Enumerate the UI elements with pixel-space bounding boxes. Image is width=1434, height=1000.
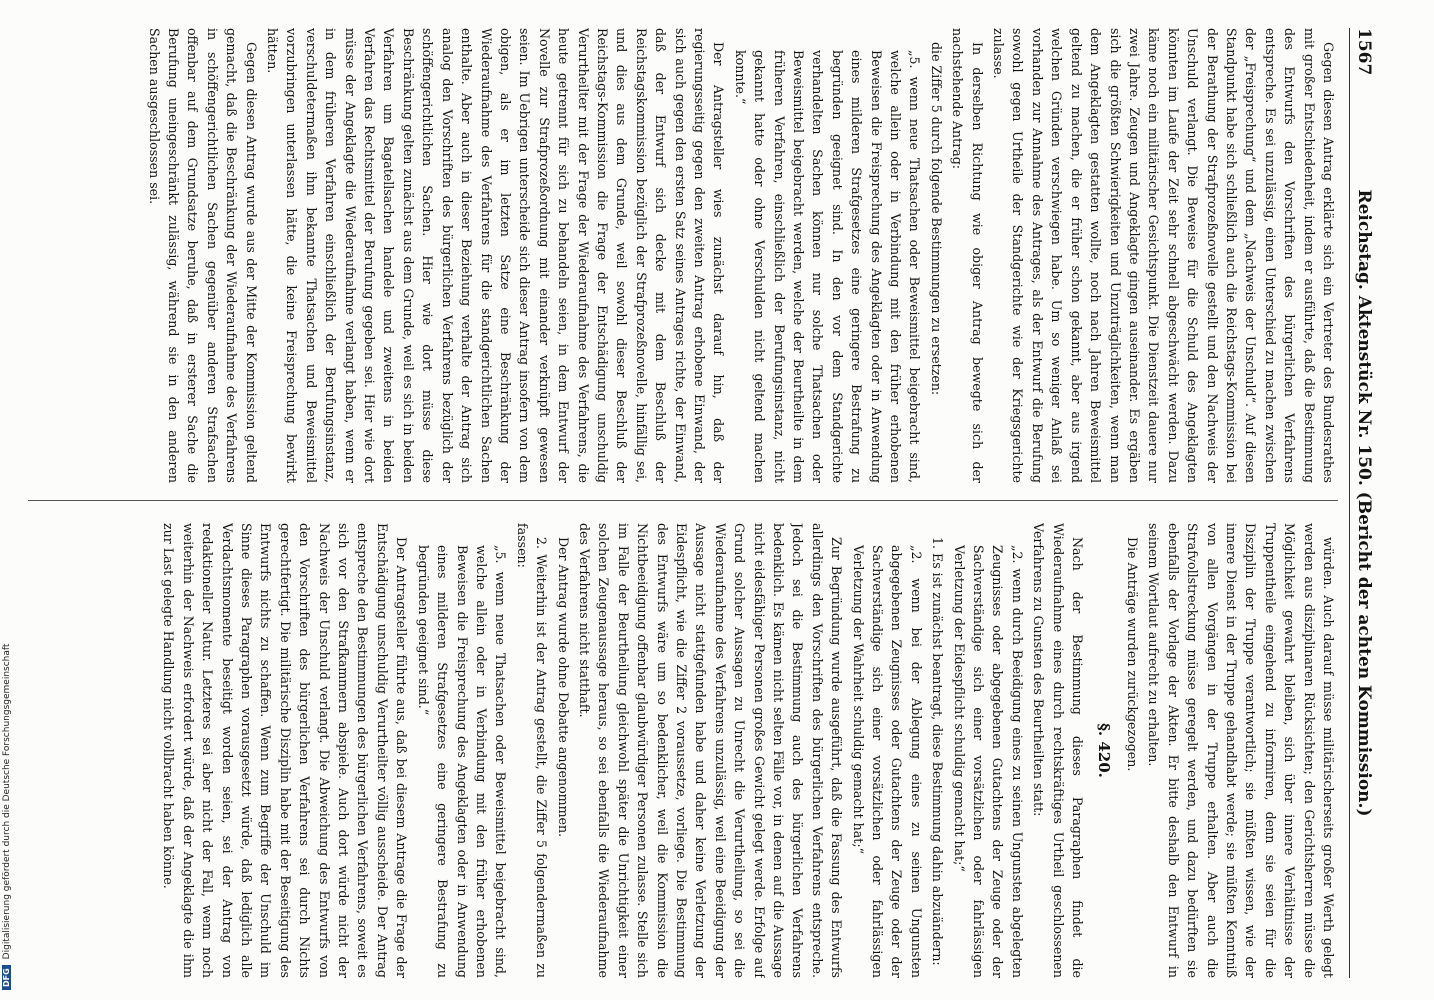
paragraph: Nach der Bestimmung dieses Paragraphen findet die Wiederaufnahme eines durch rechtskräftiges Urtheil geschlossenen Verfahrens zu Gunsten des Beurtheilten statt: — [1031, 523, 1086, 978]
paragraph: Der Antragsteller wies zunächst darauf hin, daß der regierungsseitig gegen den zweiten Antrag erhobene Einwand, der sich auch gegen den ersten Satz seines Antrages richte, der Einwand, daß der Entwurf sich decke mit dem Beschluß der Reichstagskommission bezüglich der Strafprozeßnovelle, hinfällig sei, und dies aus dem Grunde, weil sowohl dieser Beschluß der Reichstags-Kommission die Frage der Entschädigung unschuldig Verurtheilter mit der Frage der Wiederaufnahme des Verfahrens, die heute getrennt für sich zu behandeln seien, in dem Entwurf der Novelle zur Strafprozeßordnung mit einander verknüpft gewesen seien. Im Uebrigen unterscheide sich dieser Antrag insofern von dem obigen, als er im letzten Satze eine Beschränkung der Wiederaufnahme des Verfahrens für die standgerichtlichen Sachen enthalte. Aber auch in dieser Beziehung verhalte der Antrag sich analog den Vorschriften des bürgerlichen Verfahrens bezüglich der schöffengerichtlichen Sachen. Hier wie dort müsse diese Beschränkung gelten zunächst aus dem Grunde, weil es sich in beiden Verfahren um Bagatellsachen handele und zweitens in beiden Verfahren das Rechtsmittel der Berufung gegeben sei. Hier wie dort müsse der Angeklagte die Wiederaufnahme verlangt haben, wenn er in dem früheren Verfahren einschließlich der Berufungsinstanz, verschuldetermaßen ihm bekannte Thatsachen und Beweismittel vorzubringen unterlassen hätte, die keine Freisprechung bewirkt hätten. — [265, 28, 727, 483]
paragraph: Zur Begründung wurde ausgeführt, daß die Fassung des Entwurfs allerdings den Vorschriften des bürgerlichen Verfahrens entspreche. Jedoch sei die Bestimmung auch des bürgerlichen Verfahrens bedenklich. Es kämen nicht selten Fälle vor, in denen auf die Aussage nicht eidesfähiger Personen großes Gewicht gelegt werde. Erfolge auf Grund solcher Aussagen zu Unrecht die Verurtheilung, so sei die Wiederaufnahme des Verfahrens unzulässig, weil eine Beeidigung der Aussage nicht stattgefunden habe und daher keine Verletzung der Eidespflicht, wie die Ziffer 2 voraussetze, vorliege. Die Bestimmung des Entwurfs wäre um so bedenklicher, weil die Kommission die Nichtbeeidigung offenbar glaubwürdiger Personen zulasse. Stelle sich im Falle der Beurtheilung gleichwohl später die Unrichtigkeit einer solchen Zeugenaussage heraus, so sei ebenfalls die Wiederaufnahme des Verfahrens nicht statthaft. — [576, 523, 845, 978]
paragraph: Der Antragsteller führte aus, daß bei diesem Antrage die Frage der Entschädigung unschuldig Verurtheilter völlig ausscheide. Der Antrag entspreche den Bestimmungen des bürgerlichen Verfahrens, soweit es sich vor den Strafkammern abspiele. Auch dort würde nicht der Nachweis der Unschuld verlangt. Die Abweichung des Entwurfs von den Vorschriften des bürgerlichen Verfahrens sei durch Nichts gerechtfertigt. Die militärische Disziplin habe mit der Beseitigung des Entwurfs nichts zu schaffen. Wenn zum Begriffe der Unschuld im Sinne dieses Paragraphen vorausgesetzt würde, daß lediglich alle Verdachtsmomente beseitigt worden seien, sei der Antrag von redaktioneller Natur. Letzteres sei aber nicht der Fall, wenn noch weiterhin der Nachweis erfordert würde, daß der Angeklagte die ihm zur Last gelegte Handlung nicht vollbracht haben könne. — [161, 523, 410, 978]
paragraph: 1. Es ist zunächst beantragt, diese Bestimmung dahin abzuändern: — [930, 537, 946, 966]
paragraph: In derselben Richtung wie obiger Antrag bewegte sich der nachstehende Antrag: — [950, 28, 985, 483]
page-header — [1340, 28, 1380, 978]
paragraph: würden. Auch darauf müsse militärischerseits großer Werth gelegt werden aus disziplinaren Rücksichten; den Gerichtsherren müsse die Möglichkeit gewahrt bleiben, sich über innere Verhältnisse der Truppentheile eingehend zu informiren, denn sie seien für die Disziplin der Truppe verantwortlich; sie müßten wissen, wie der innere Dienst in der Truppe gehandhabt werde; sie müßten Kenntniß von allen Vorgängen in der Truppe erhalten. Aber auch die Strafvollstreckung müsse geregelt werden, und dazu bedürften sie ebenfalls der Vorlage der Akten. Er bitte deshalb den Entwurf in seinem Wortlaut aufrecht zu erhalten. — [1146, 523, 1336, 978]
paragraph: die Ziffer 5 durch folgende Bestimmungen zu ersetzen: — [928, 42, 944, 396]
section-heading: §. 420. — [1094, 723, 1113, 778]
text-column-left — [28, 28, 1338, 483]
paragraph: 2. Weiterhin ist der Antrag gestellt, die Ziffer 5 folgendermaßen zu fassen: — [514, 523, 550, 978]
quoted-provision: „5. wenn neue Thatsachen oder Beweismittel beigebracht sind, welche allein oder in Verbindung mit den früher erhobenen Beweisen die Freisprechung des Angeklagten oder in Anwendung eines milderen Strafgesetzes eine geringere Bestrafung zu begründen geeignet sind.“ — [415, 545, 509, 978]
paragraph: Gegen diesen Antrag erklärte sich ein Vertreter des Bundesrathes mit großer Entschiedenheit, indem er ausführte, daß die Bestimmung des Entwurfs den Vorschriften des bürgerlichen Verfahrens entspreche. Es sei unzulässig, einen Unterschied zu machen zwischen der „Freisprechung“ und dem „Nachweis der Unschuld“. Auf diesen Standpunkt habe sich schließlich auch die Reichstags-Kommission bei der Berathung der Strafprozeßnovelle gestellt und den Nachweis der Unschuld verlangt. Die Beweise für die Schuld des Angeklagten könnten im Laufe der Zeit sehr schnell abgeschwächt werden. Dazu käme noch ein militärischer Gesichtspunkt. Die Dienstzeit dauere nur zwei Jahre. Zeugen und Angeklagte gingen auseinander. Es ergäben sich die größten Schwierigkeiten und Unzuträglichkeiten, wenn man dem Angeklagten gestatten wollte, noch nach Jahren Beweismittel geltend zu machen, die er früher schon gekannt, aber aus irgend welchen Gründen verschwiegen habe. Um so weniger Anlaß sei vorhanden zur Annahme des Antrages, als der Entwurf die Berufung sowohl gegen Urtheile der Standgerichte wie der Kriegsgerichte zulasse. — [991, 28, 1336, 483]
header-rule — [1349, 28, 1350, 978]
quoted-provision: „2. wenn durch Beeidigung eines zu seinen Ungunsten abgelegten Zeugnisses oder abgegebenen Gutachtens der Zeuge oder der Sachverständige sich einer vorsätzlichen oder fahrlässigen Verletzung der Eidespflicht schuldig gemacht hat;“ — [951, 545, 1025, 978]
page-number: 1567 — [1354, 28, 1374, 76]
text-column-right — [28, 523, 1338, 978]
dfg-logo: DFG — [2, 965, 11, 990]
paragraph: Gegen diesen Antrag wurde aus der Mitte der Kommission geltend gemacht, daß die Beschränkung der Wiederaufnahme des Verfahrens in schöffengerichtlichen Sachen gegenüber anderen Strafsachen offenbar auf dem Grundsatze beruhe, daß in ersterer Sache die Berufung uneingeschränkt zulässig, während sie in den anderen Sachen ausgeschlossen sei. — [146, 28, 259, 483]
column-divider — [28, 500, 1338, 501]
digitization-credit — [2, 610, 16, 990]
running-title: Reichstag. Aktenstück Nr. 150. (Bericht der achten Kommission.) — [1354, 189, 1374, 817]
paragraph: Der Antrag wurde ohne Debatte angenommen. — [555, 537, 571, 838]
quoted-provision: „2. wenn bei der Ablegung eines zu seinen Ungunsten abgegebenen Zeugnisses oder Gutachtens der Zeuge oder der Sachverständige sich einer vorsätzlichen oder fahrlässigen Verletzung der Wahrheit schuldig gemacht hat;“ — [850, 545, 924, 978]
quoted-provision: „5. wenn neue Thatsachen oder Beweismittel beigebracht sind, welche allein oder in Verbindung mit den früher erhobenen Beweisen die Freisprechung des Angeklagten oder in Anwendung eines milderen Strafgesetzes eine geringere Bestrafung zu begründen geeignet sind. In den vor dem Standgerichte verhandelten Sachen können nur solche Thatsachen oder Beweismittel beigebracht werden, welche der Beurtheilte in dem früheren Verfahren, einschließlich der Berufungsinstanz, nicht gekannt hatte oder ohne Verschulden nicht geltend machen konnte.“ — [732, 50, 923, 483]
paragraph: Die Anträge wurden zurückgezogen. — [1124, 537, 1140, 772]
credit-text: Digitalisierung gefördert durch die Deutsche Forschungsgemeinschaft — [2, 643, 12, 960]
